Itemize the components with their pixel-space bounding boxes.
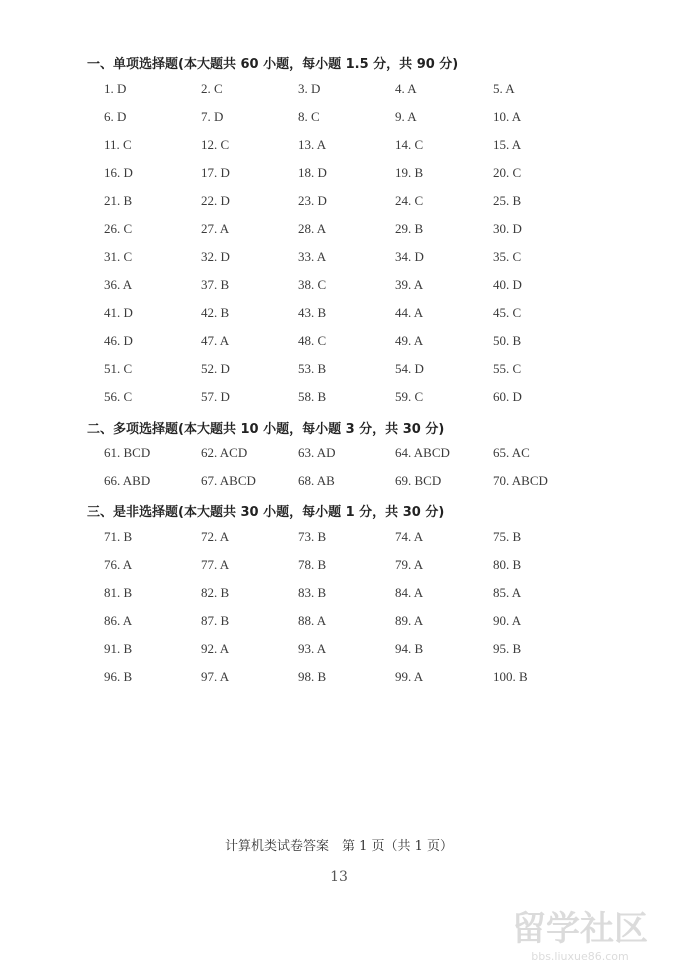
answer-item: 88. A — [298, 613, 327, 628]
answer-item: 23. D — [298, 193, 327, 208]
answer-item: 2. C — [201, 81, 223, 96]
answer-item: 71. B — [104, 529, 133, 544]
answer-item: 65. AC — [493, 445, 530, 460]
answer-item: 82. B — [201, 585, 230, 600]
answer-item: 24. C — [395, 193, 424, 208]
answer-item: 53. B — [298, 361, 327, 376]
answer-item: 77. A — [201, 557, 230, 572]
answer-item: 99. A — [395, 669, 424, 684]
answer-item: 10. A — [493, 109, 522, 124]
answer-item: 56. C — [104, 389, 133, 404]
answer-item: 59. C — [395, 389, 424, 404]
answer-item: 75. B — [493, 529, 522, 544]
answer-item: 47. A — [201, 333, 230, 348]
answer-item: 64. ABCD — [395, 445, 450, 460]
answer-item: 49. A — [395, 333, 424, 348]
answer-item: 89. A — [395, 613, 424, 628]
answer-item: 69. BCD — [395, 473, 442, 488]
answer-item: 44. A — [395, 305, 424, 320]
answer-item: 30. D — [493, 221, 522, 236]
answer-item: 63. AD — [298, 445, 336, 460]
answer-item: 34. D — [395, 249, 424, 264]
answer-item: 41. D — [104, 305, 133, 320]
answer-item: 98. B — [298, 669, 327, 684]
answer-item: 40. D — [493, 277, 522, 292]
answer-item: 28. A — [298, 221, 327, 236]
watermark-url: bbs.liuxue86.com — [531, 950, 629, 963]
answer-item: 1. D — [104, 81, 127, 96]
answer-item: 61. BCD — [104, 445, 151, 460]
answer-item: 42. B — [201, 305, 230, 320]
answer-item: 80. B — [493, 557, 522, 572]
answer-item: 57. D — [201, 389, 230, 404]
answer-item: 43. B — [298, 305, 327, 320]
answer-item: 19. B — [395, 165, 424, 180]
watermark-logo — [500, 904, 660, 964]
answer-item: 83. B — [298, 585, 327, 600]
answer-item: 39. A — [395, 277, 424, 292]
answer-item: 58. B — [298, 389, 327, 404]
answer-item: 51. C — [104, 361, 133, 376]
answer-item: 26. C — [104, 221, 133, 236]
answer-item: 18. D — [298, 165, 327, 180]
answer-item: 37. B — [201, 277, 230, 292]
answer-item: 48. C — [298, 333, 327, 348]
answer-item: 33. A — [298, 249, 327, 264]
answer-item: 73. B — [298, 529, 327, 544]
answer-item: 52. D — [201, 361, 230, 376]
answer-item: 9. A — [395, 109, 417, 124]
answer-item: 15. A — [493, 137, 522, 152]
answer-item: 11. C — [104, 137, 132, 152]
section-title-multiple-choice: 二、多项选择题(本大题共 10 小题，每小题 3 分，共 30 分) — [87, 422, 445, 437]
answer-item: 92. A — [201, 641, 230, 656]
answer-item: 35. C — [493, 249, 522, 264]
answer-item: 46. D — [104, 333, 133, 348]
answer-item: 68. AB — [298, 473, 335, 488]
answer-item: 60. D — [493, 389, 522, 404]
answer-item: 36. A — [104, 277, 133, 292]
answer-item: 45. C — [493, 305, 522, 320]
page-number: 13 — [330, 869, 348, 885]
section-title-single-choice: 一、单项选择题(本大题共 60 小题，每小题 1.5 分，共 90 分) — [87, 57, 459, 72]
answer-item: 25. B — [493, 193, 522, 208]
answer-item: 12. C — [201, 137, 230, 152]
answer-item: 5. A — [493, 81, 515, 96]
answer-item: 94. B — [395, 641, 424, 656]
answer-item: 81. B — [104, 585, 133, 600]
answer-item: 100. B — [493, 669, 528, 684]
answer-item: 78. B — [298, 557, 327, 572]
answer-item: 87. B — [201, 613, 230, 628]
answer-item: 4. A — [395, 81, 417, 96]
answer-item: 3. D — [298, 81, 321, 96]
answer-item: 29. B — [395, 221, 424, 236]
answer-item: 62. ACD — [201, 445, 248, 460]
answer-item: 20. C — [493, 165, 522, 180]
answer-item: 17. D — [201, 165, 230, 180]
answer-item: 32. D — [201, 249, 230, 264]
answer-item: 27. A — [201, 221, 230, 236]
answer-item: 93. A — [298, 641, 327, 656]
answer-item: 79. A — [395, 557, 424, 572]
answer-item: 22. D — [201, 193, 230, 208]
answer-item: 84. A — [395, 585, 424, 600]
answer-item: 74. A — [395, 529, 424, 544]
answer-item: 96. B — [104, 669, 133, 684]
answer-item: 31. C — [104, 249, 133, 264]
answer-item: 14. C — [395, 137, 424, 152]
answer-item: 6. D — [104, 109, 127, 124]
answer-item: 54. D — [395, 361, 424, 376]
answer-item: 85. A — [493, 585, 522, 600]
answer-item: 66. ABD — [104, 473, 151, 488]
watermark-text: 留学社区 — [512, 909, 648, 949]
answer-item: 91. B — [104, 641, 133, 656]
answer-item: 50. B — [493, 333, 522, 348]
answer-item: 21. B — [104, 193, 133, 208]
answer-item: 70. ABCD — [493, 473, 548, 488]
answer-item: 97. A — [201, 669, 230, 684]
answer-item: 86. A — [104, 613, 133, 628]
answer-item: 8. C — [298, 109, 320, 124]
answer-item: 72. A — [201, 529, 230, 544]
answer-item: 95. B — [493, 641, 522, 656]
answer-item: 7. D — [201, 109, 224, 124]
answer-item: 67. ABCD — [201, 473, 256, 488]
answer-item: 55. C — [493, 361, 522, 376]
answer-item: 38. C — [298, 277, 327, 292]
answer-item: 16. D — [104, 165, 133, 180]
section-title-true-false: 三、是非选择题(本大题共 30 小题，每小题 1 分，共 30 分) — [87, 505, 445, 520]
page-footer: 计算机类试卷答案 第 1 页（共 1 页） — [224, 839, 454, 854]
answer-item: 76. A — [104, 557, 133, 572]
answer-item: 13. A — [298, 137, 327, 152]
answer-item: 90. A — [493, 613, 522, 628]
